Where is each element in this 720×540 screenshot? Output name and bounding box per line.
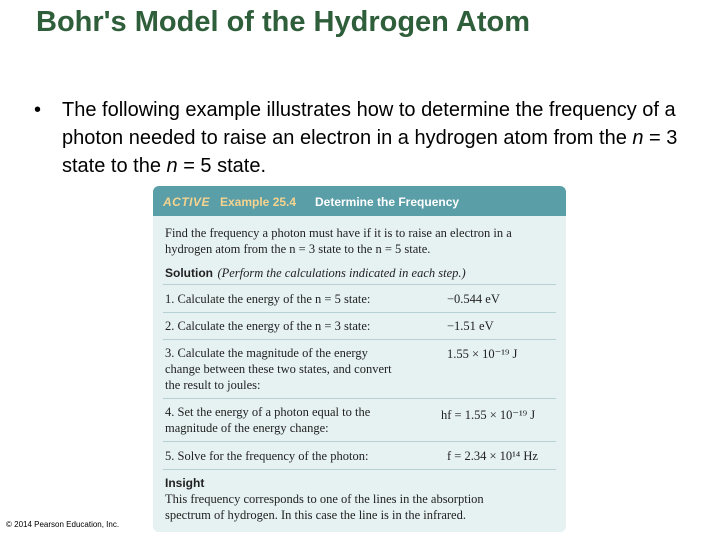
bullet-icon: • bbox=[34, 99, 42, 121]
step-3-text-1: 3. Calculate the magnitude of the energy bbox=[165, 346, 368, 360]
divider bbox=[163, 398, 556, 399]
insight-label: Insight bbox=[165, 476, 205, 490]
step-3-text-2: change between these two states, and convert bbox=[165, 362, 392, 376]
insight-line-1: This frequency corresponds to one of the lines in the absorption bbox=[165, 492, 484, 506]
bullet-text: The following example illustrates how to determine the frequency of a photon needed to raise an electron in a hydrogen atom from the n = 3 state to the n = 5 state. bbox=[62, 99, 678, 177]
step-4-value: hf = 1.55 × 10⁻¹⁹ J bbox=[441, 408, 536, 422]
solution-row bbox=[165, 264, 466, 282]
bullet-point bbox=[34, 96, 684, 180]
step-5-text: 5. Solve for the frequency of the photon: bbox=[165, 449, 369, 463]
step-2-text: 2. Calculate the energy of the n = 3 state: bbox=[165, 319, 371, 333]
insight-line-2: spectrum of hydrogen. In this case the line is in the infrared. bbox=[165, 508, 466, 522]
step-3-value: 1.55 × 10⁻¹⁹ J bbox=[447, 347, 518, 361]
step-3-text-3: the result to joules: bbox=[165, 378, 261, 392]
solution-note: (Perform the calculations indicated in each step.) bbox=[217, 266, 466, 280]
active-label: ACTIVE bbox=[163, 195, 211, 209]
step-5-value: f = 2.34 × 10¹⁴ Hz bbox=[447, 449, 538, 463]
step-1-text: 1. Calculate the energy of the n = 5 state: bbox=[165, 292, 371, 306]
problem-line-1: Find the frequency a photon must have if it is to raise an electron in a bbox=[165, 226, 512, 240]
step-4-text-1: 4. Set the energy of a photon equal to the bbox=[165, 405, 371, 419]
divider bbox=[163, 339, 556, 340]
divider bbox=[163, 469, 556, 470]
divider bbox=[163, 441, 556, 442]
step-2-value: −1.51 eV bbox=[447, 319, 494, 333]
example-header bbox=[153, 186, 566, 216]
solution-label: Solution bbox=[165, 266, 213, 280]
example-heading: Determine the Frequency bbox=[315, 195, 460, 209]
example-number: Example 25.4 bbox=[220, 195, 297, 209]
divider bbox=[163, 284, 556, 285]
example-card bbox=[153, 186, 566, 532]
step-4-text-2: magnitude of the energy change: bbox=[165, 421, 329, 435]
slide-title: Bohr's Model of the Hydrogen Atom bbox=[36, 6, 530, 38]
problem-line-2: hydrogen atom from the n = 3 state to the n = 5 state. bbox=[165, 242, 431, 256]
copyright-notice: © 2014 Pearson Education, Inc. bbox=[6, 520, 120, 529]
divider bbox=[163, 312, 556, 313]
step-1-value: −0.544 eV bbox=[447, 292, 500, 306]
